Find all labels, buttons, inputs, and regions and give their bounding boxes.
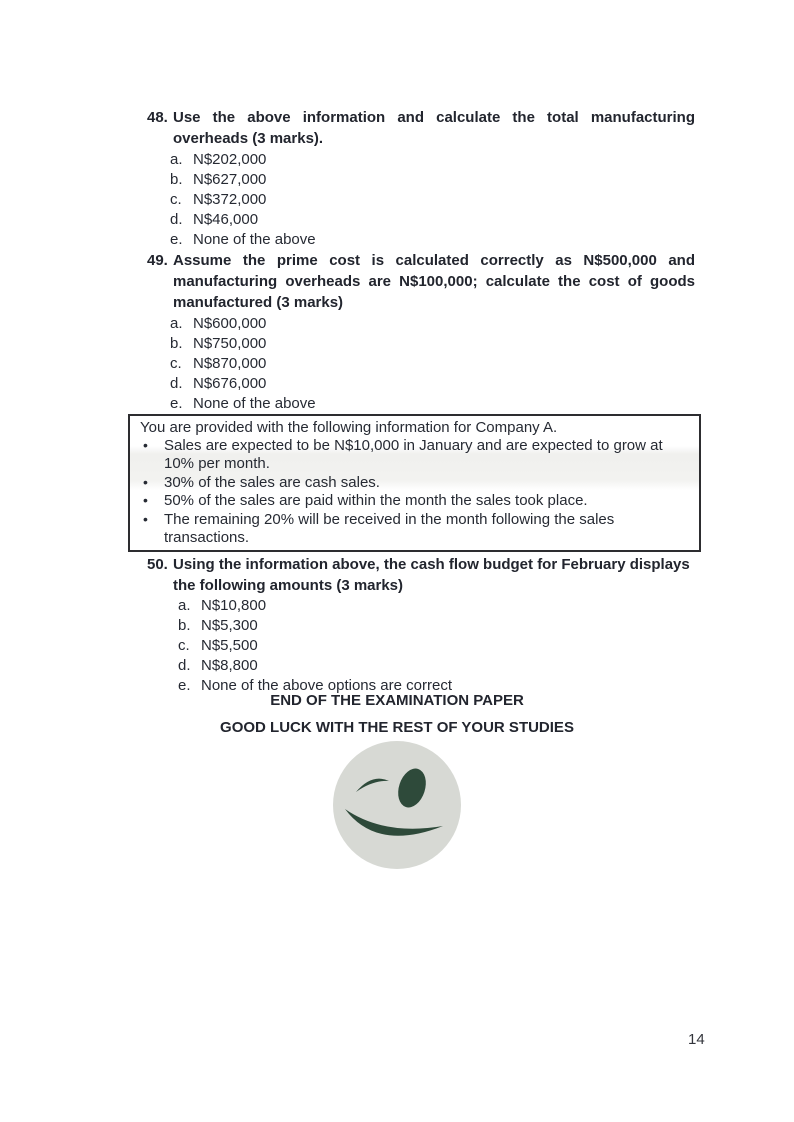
bullet-icon: • <box>143 473 148 490</box>
option-letter: a. <box>178 597 191 615</box>
bullet-item <box>140 492 689 510</box>
option-letter: a. <box>170 151 183 168</box>
option-text: None of the above <box>193 231 316 248</box>
option-text: N$8,800 <box>201 657 258 675</box>
option-letter: e. <box>170 231 183 248</box>
exam-content-column <box>140 107 695 696</box>
bullet-text: The remaining 20% will be received in the month following the sales transactions. <box>164 510 615 547</box>
bullet-item <box>140 474 689 492</box>
info-box <box>128 414 701 552</box>
question-number: 50. <box>147 556 168 574</box>
option-letter: b. <box>170 171 183 188</box>
info-box-intro: You are provided with the following information for Company A. <box>140 419 558 436</box>
option-text: N$10,800 <box>201 597 267 615</box>
option-item <box>170 230 695 250</box>
option-letter: d. <box>170 211 183 228</box>
option-text: None of the above options are correct <box>201 677 452 695</box>
option-letter: c. <box>178 637 190 655</box>
option-text: N$627,000 <box>193 171 267 188</box>
option-letter: d. <box>170 375 183 392</box>
option-text: N$5,300 <box>201 617 258 635</box>
question-49-heading <box>147 250 695 313</box>
option-letter: e. <box>170 395 183 412</box>
question-text: Use the above information and calculate the total manufacturing overheads (3 marks). <box>173 109 695 147</box>
option-text: N$372,000 <box>193 191 267 208</box>
bullet-item <box>140 511 689 548</box>
option-item <box>178 616 695 636</box>
info-box-bullet-list <box>140 437 689 547</box>
winking-smiley-svg <box>332 740 462 870</box>
option-text: None of the above <box>193 395 316 412</box>
question-50-options <box>147 596 695 696</box>
paper-footer <box>0 683 794 874</box>
option-text: N$750,000 <box>193 335 267 352</box>
option-letter: c. <box>170 355 182 372</box>
question-49 <box>147 250 695 414</box>
bullet-icon: • <box>143 437 148 453</box>
good-luck-heading: GOOD LUCK WITH THE REST OF YOUR STUDIES <box>220 719 574 736</box>
option-item <box>170 150 695 170</box>
bullet-icon: • <box>143 510 148 527</box>
question-50-heading <box>147 554 695 596</box>
option-item <box>170 210 695 230</box>
option-letter: b. <box>170 335 183 352</box>
question-48-heading <box>147 107 695 149</box>
option-item <box>170 394 695 414</box>
question-48-options <box>147 150 695 250</box>
question-text: Assume the prime cost is calculated correctly as N$500,000 and manufacturing overheads are N$100,000; calculate the cost of goods manufactured (3 marks) <box>173 252 695 311</box>
smiley-face-circle <box>333 741 461 869</box>
question-49-options <box>147 314 695 414</box>
option-text: N$600,000 <box>193 315 267 332</box>
option-item <box>170 170 695 190</box>
question-50 <box>147 554 695 696</box>
bullet-icon: • <box>143 492 148 509</box>
option-item <box>170 314 695 334</box>
option-letter: a. <box>170 315 183 332</box>
option-text: N$870,000 <box>193 355 267 372</box>
option-letter: c. <box>170 191 182 208</box>
question-number: 49. <box>147 252 168 269</box>
question-48 <box>147 107 695 250</box>
bullet-text: Sales are expected to be N$10,000 in January and are expected to grow at 10% per month. <box>164 437 663 473</box>
end-of-paper-heading: END OF THE EXAMINATION PAPER <box>270 692 524 709</box>
winking-smiley-image <box>0 740 794 874</box>
option-item <box>170 190 695 210</box>
bullet-item <box>140 437 689 474</box>
option-item <box>178 636 695 656</box>
option-item <box>170 354 695 374</box>
page-number: 14 <box>688 1031 705 1048</box>
bullet-text: 50% of the sales are paid within the month the sales took place. <box>164 492 588 510</box>
option-letter: b. <box>178 617 191 635</box>
question-number: 48. <box>147 109 168 126</box>
option-letter: d. <box>178 657 191 675</box>
option-item <box>178 656 695 676</box>
option-letter: e. <box>178 677 191 695</box>
option-item <box>170 374 695 394</box>
option-item <box>178 596 695 616</box>
question-text: Using the information above, the cash flow budget for February displays the following amounts (3 marks) <box>173 556 690 595</box>
option-text: N$5,500 <box>201 637 258 655</box>
option-item <box>170 334 695 354</box>
option-text: N$46,000 <box>193 211 259 228</box>
option-text: N$202,000 <box>193 151 267 168</box>
option-text: N$676,000 <box>193 375 267 392</box>
bullet-text: 30% of the sales are cash sales. <box>164 473 380 491</box>
